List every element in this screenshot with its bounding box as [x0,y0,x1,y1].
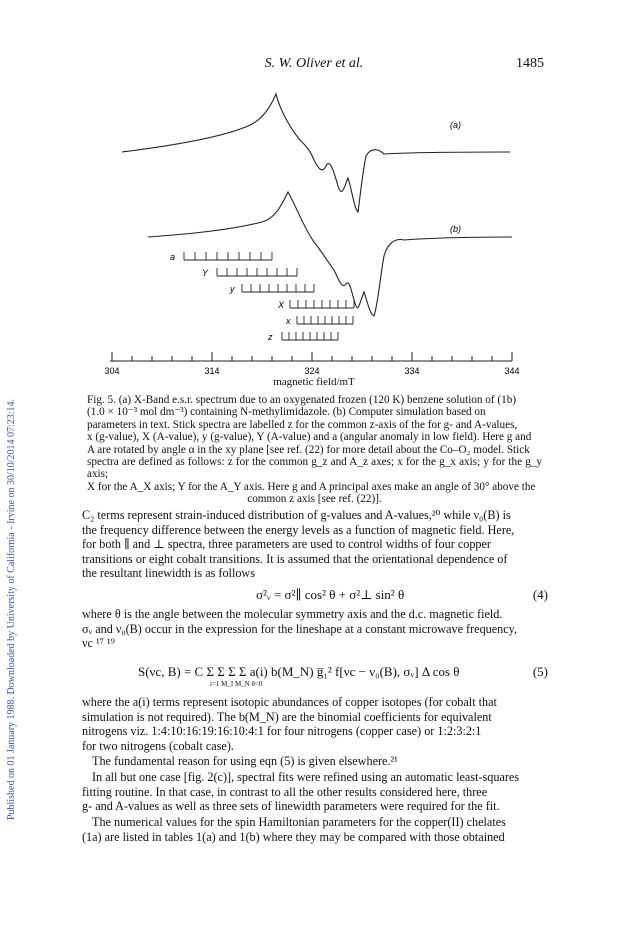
equation-5-limits: i=1 M_I M_N θ=0 [210,680,263,688]
stick-row [290,300,354,308]
esr-figure [0,80,628,380]
x-tick-label: 324 [304,366,320,376]
text-line: The numerical values for the spin Hamiltonian parameters for the copper(II) chelates [92,815,506,829]
stick-row [297,316,353,324]
stick-label: y [230,284,235,294]
text-line: parameters in text. Stick spectra are labelled z for the common z-axis of the for g- and A-values, [87,418,518,431]
stick-label: z [268,332,273,342]
stick-label: a [170,252,176,262]
caption-last-line: common z axis [see ref. (22)]. [247,493,382,506]
text-line: x (g-value), X (A-value), y (g-value), Y (A-value) and a (angular anomaly in low field). Here g and [87,431,532,444]
paragraph-1 [82,508,548,581]
text-line: νc ¹⁷ ¹⁹ [82,636,115,651]
text-line: g- and A-values as well as three sets of linewidth parameters were required for the fit. [82,799,500,814]
spectrum-a-trace [122,94,510,212]
equation-4: σ²ᵥ = σ²∥ cos² θ + σ²⊥ sin² θ [256,587,405,602]
text-line: X for the A_X axis; Y for the A_Y axis. Here g and A principal axes make an angle of 30° above the [87,480,536,493]
x-tick-label: 314 [204,366,220,376]
equation-4-number: (4) [532,587,548,602]
x-tick-label: 344 [504,366,520,376]
text-line: simulation is not required). The b(M_N) are the binomial coefficients for equivalent [82,709,492,724]
text-line: In all but one case [fig. 2(c)], spectral fits were refined using an automatic least-squares [92,770,520,784]
paragraph-4: The fundamental reason for using eqn (5) is given elsewhere.²¹ [92,754,398,768]
stick-row [242,284,314,292]
text-line: nitrogens viz. 1:4:10:16:19:16:10:4:1 for four nitrogens (copper case) or 1:2:3:2:1 [82,724,482,739]
running-header-authors: S. W. Oliver et al. [264,56,364,71]
spectrum-b-trace [148,192,512,316]
equation-5: S(νc, B) = C Σ Σ Σ Σ a(i) b(M_N) g̅₁² f[νc − ν₀(B), σᵥ] Δ cos θ [138,664,460,679]
paragraph-3 [82,695,548,753]
text-line: the frequency difference between the energy levels as a function of magnetic field. Here, [82,522,515,537]
text-line: fitting routine. In that case, in contrast to all the other results considered here, three [82,784,488,799]
text-line: transitions or eight cobalt transitions. It is assumed that the orientational dependence of [82,551,508,566]
x-tick-label: 334 [404,366,420,376]
text-line: for two nitrogens (cobalt case). [82,738,234,753]
text-line: where θ is the angle between the molecular symmetry axis and the d.c. magnetic field. [82,607,503,621]
stick-row [217,268,297,276]
label-b: (b) [450,224,461,234]
text-line: σᵥ and ν₀(B) occur in the expression for the lineshape at a constant microwave frequency, [82,621,518,636]
stick-label: X [278,300,285,310]
stick-label: x [286,316,291,326]
paragraph-2 [82,607,548,651]
text-line: spectra are defined as follows: z for the common g_z and A_z axes; x for the g_x axis; y for the g_y axis; [87,456,542,481]
text-line: (1.0 × 10⁻³ mol dm⁻³) containing N-methylimidazole. (b) Computer simulation based on [87,406,486,419]
stick-row [282,332,338,340]
stick-label: Y [202,268,209,278]
x-axis-label: magnetic field/mT [273,376,355,388]
stick-row [184,252,272,260]
paragraph-6 [82,815,548,844]
label-a: (a) [450,120,461,130]
text-line: A are rotated by angle α in the xy plane [see ref. (22) for more detail about the Co–O₂ model. Stick [87,443,530,456]
equation-5-number: (5) [532,664,548,679]
x-tick-label: 304 [104,366,120,376]
figure-caption [87,394,542,506]
page-number: 1485 [516,56,544,71]
download-watermark-text: Published on 01 January 1988. Downloaded by University of California - Irvine on 30/10/2014 07:23:14. [6,398,17,820]
text-line: where the a(i) terms represent isotopic abundances of copper isotopes (for cobalt that [82,695,497,709]
text-line: for both ∥ and ⊥ spectra, three parameters are used to control widths of four copper [82,537,491,552]
text-line: C₂ terms represent strain-induced distribution of g-values and A-values,²⁰ while ν₀(B) is [82,508,511,522]
text-line: (1a) are listed in tables 1(a) and 1(b) where they may be compared with those obtained [82,829,505,844]
text-line: the resultant linewidth is as follows [82,566,255,581]
paragraph-5 [82,770,548,814]
text-line: Fig. 5. (a) X-Band e.s.r. spectrum due to an oxygenated frozen (120 K) benzene solution of (1b) [87,394,517,406]
